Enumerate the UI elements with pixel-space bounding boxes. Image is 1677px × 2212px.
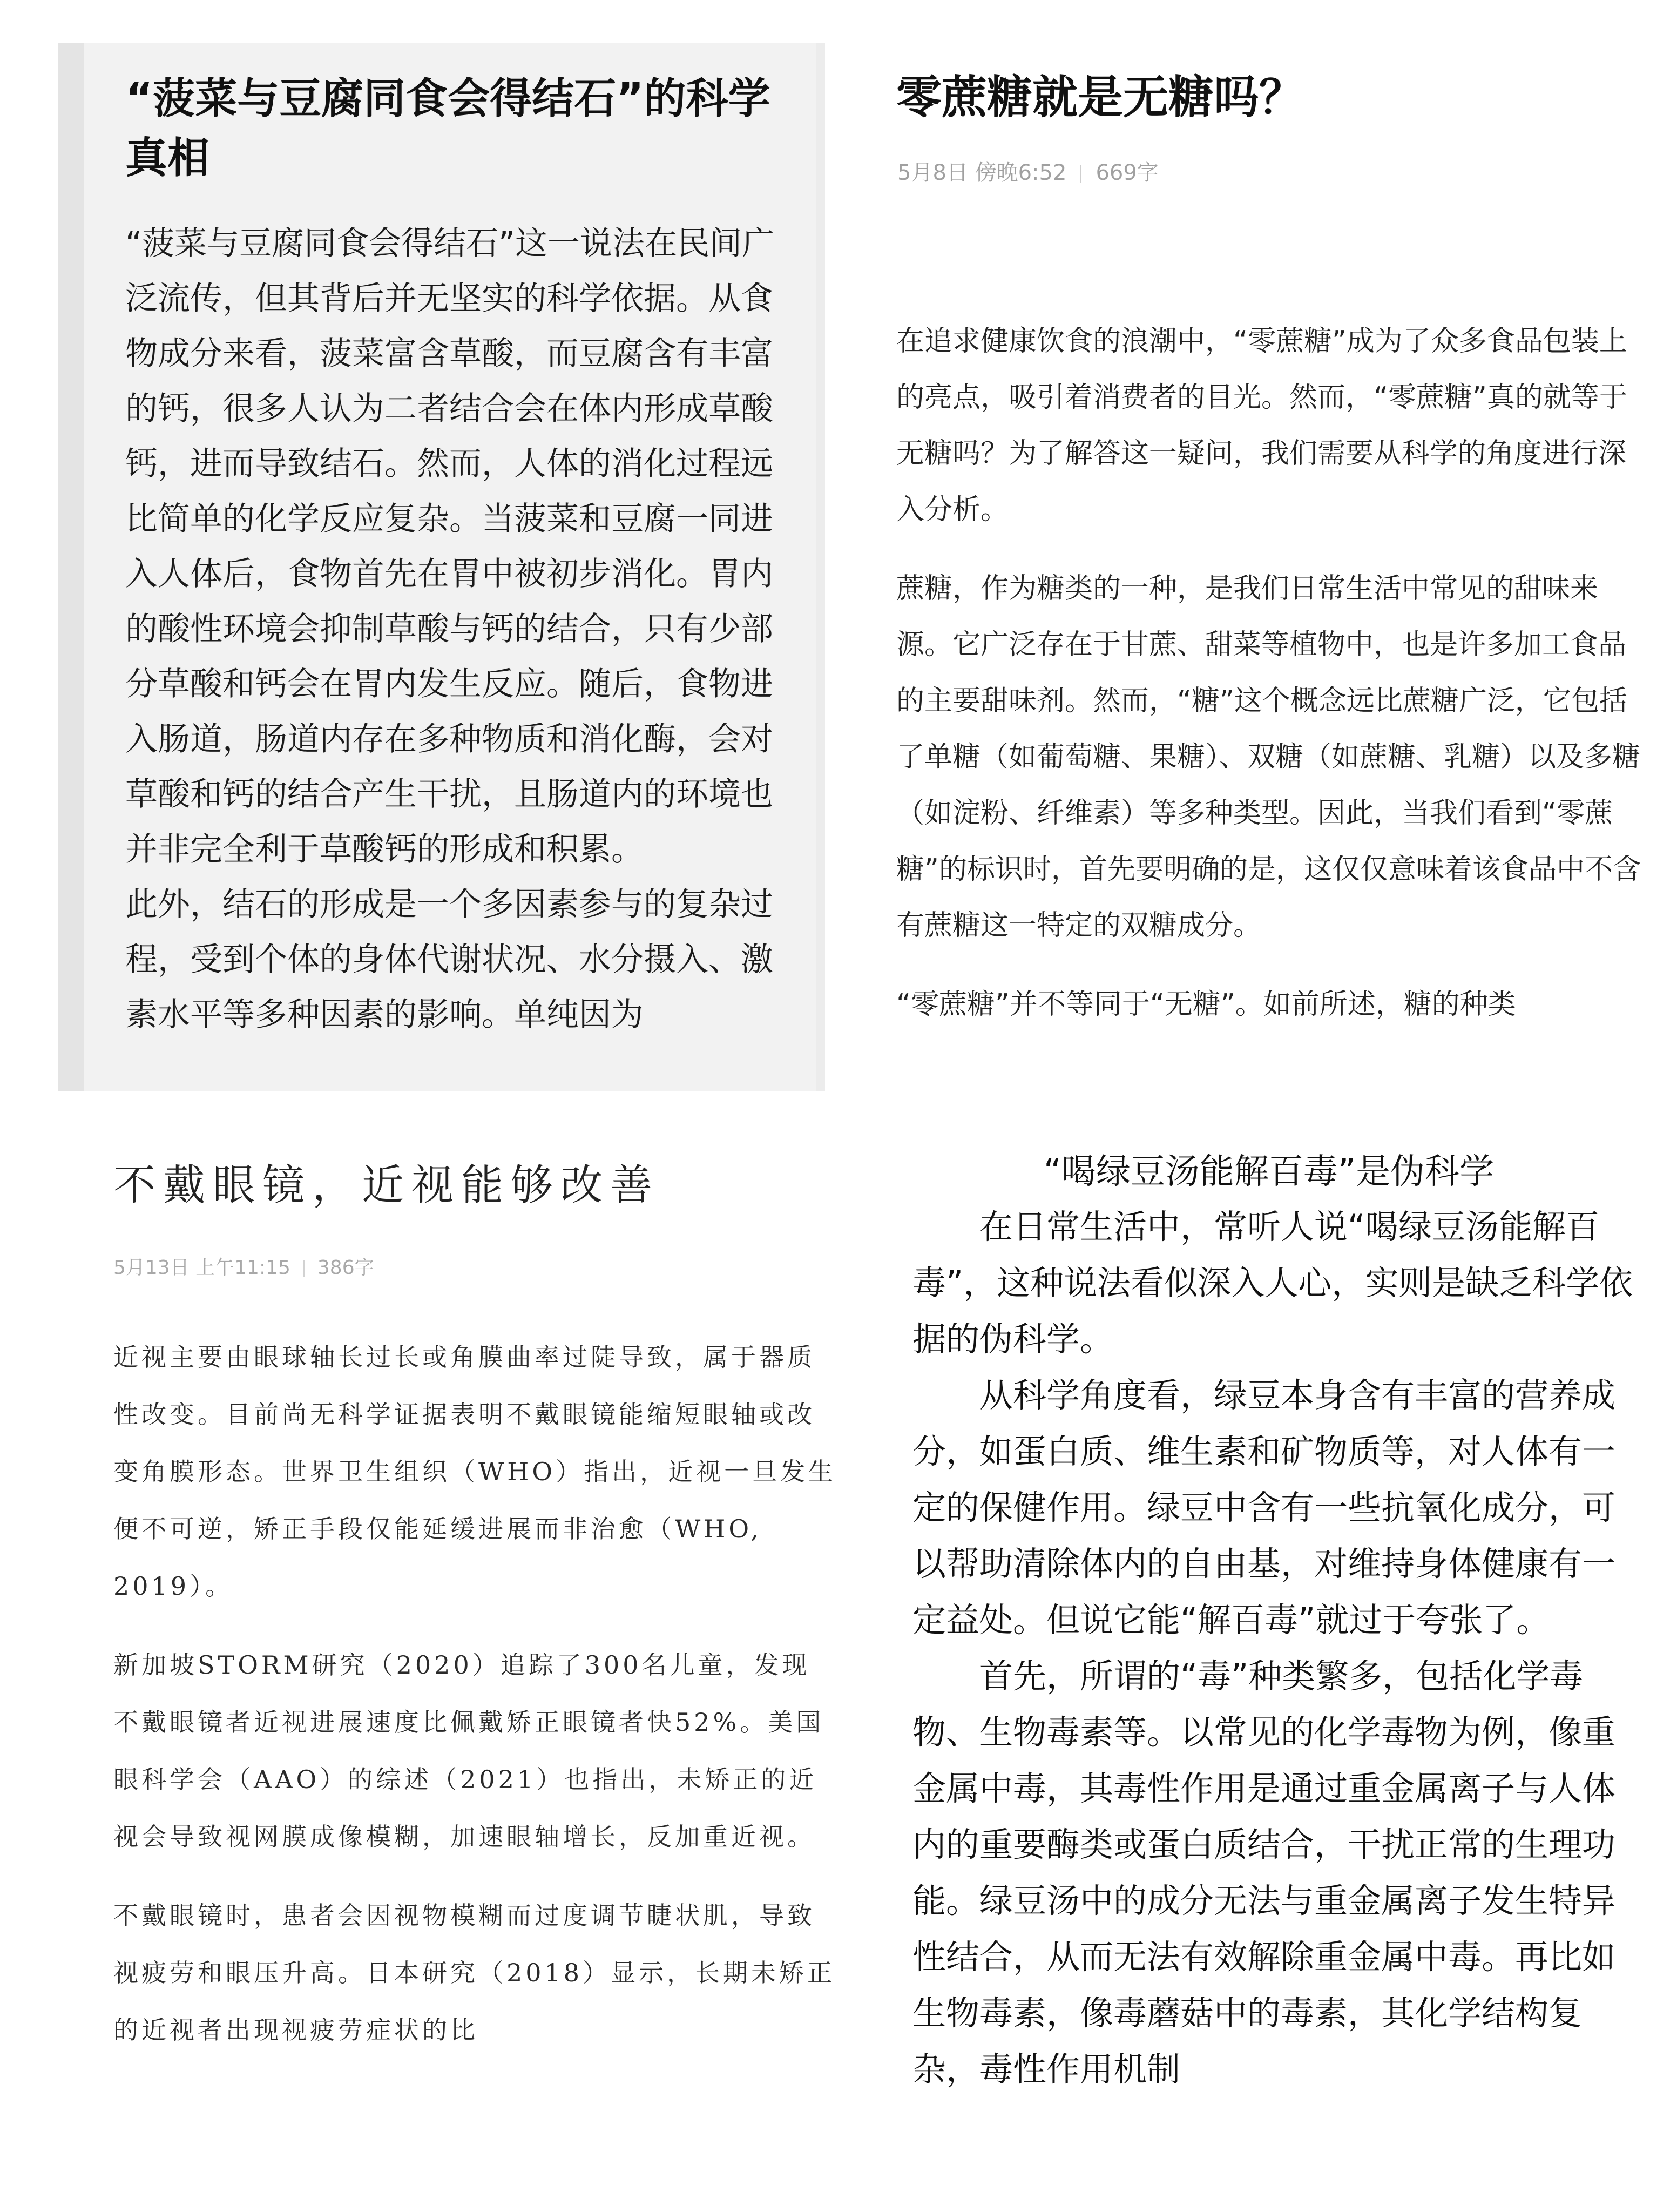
article-paragraph: 蔗糖，作为糖类的一种，是我们日常生活中常见的甜味来源。它广泛存在于甘蔗、甜菜等植物中，也是许多加工食品的主要甜味剂。然而，“糖”这个概念远比蔗糖广泛，它包括了单糖（如葡萄糖、果糖）、双糖（如蔗糖、乳糖）以及多糖（如淀粉、纤维素）等多种类型。因此，当我们看到“零蔗糖”的标识时，首先要明确的是，这仅仅意味着该食品中不含有蔗糖这一特定的双糖成分。 xyxy=(896,572,1641,942)
article-paragraph: 在日常生活中，常听人说“喝绿豆汤能解百毒”，这种说法看似深入人心，实则是缺乏科学依据的伪科学。 xyxy=(912,1207,1633,1359)
article-paragraph: “零蔗糖”并不等同于“无糖”。如前所述，糖的种类 xyxy=(896,988,1516,1021)
article-date: 5月13日 上午11:15 xyxy=(113,1257,290,1279)
zero-sucrose-article xyxy=(864,43,1652,1102)
article-paragraph: 首先，所谓的“毒”种类繁多，包括化学毒物、生物毒素等。以常见的化学毒物为例，像重金属中毒，其毒性作用是通过重金属离子与人体内的重要酶类或蛋白质结合，干扰正常的生理功能。绿豆汤中的成分无法与重金属离子发生特异性结合，从而无法有效解除重金属中毒。再比如生物毒素，像毒蘑菇中的毒素，其化学结构复杂，毒性作用机制 xyxy=(912,1656,1616,2089)
article-date: 5月8日 傍晚6:52 xyxy=(897,160,1067,185)
article-title: “喝绿豆汤能解百毒”是伪科学 xyxy=(1043,1152,1495,1192)
article-paragraph: 不戴眼镜时，患者会因视物模糊而过度调节睫状肌，导致视疲劳和眼压升高。日本研究（2018）显示，长期未矫正的近视者出现视疲劳症状的比 xyxy=(113,1901,836,2045)
article-paragraph: 在追求健康饮食的浪潮中，“零蔗糖”成为了众多食品包装上的亮点，吸引着消费者的目光。然而，“零蔗糖”真的就等于无糖吗？为了解答这一疑问，我们需要从科学的角度进行深入分析。 xyxy=(896,325,1627,526)
meta-separator xyxy=(1080,165,1081,183)
article-meta xyxy=(113,1253,374,1283)
article-paragraph: 从科学角度看，绿豆本身含有丰富的营养成分，如蛋白质、维生素和矿物质等，对人体有一定的保健作用。绿豆中含有一些抗氧化成分，可以帮助清除体内的自由基，对维持身体健康有一定益处。但说它能“解百毒”就过于夸张了。 xyxy=(912,1375,1616,1640)
article-body xyxy=(125,216,789,1042)
article-body xyxy=(113,1328,837,2080)
mung-bean-article xyxy=(885,1123,1652,2203)
article-paragraph: 此外，结石的形成是一个多因素参与的复杂过程，受到个体的身体代谢状况、水分摄入、激素水平等多种因素的影响。单纯因为 xyxy=(125,886,773,1034)
spinach-tofu-article xyxy=(58,43,825,1091)
article-paragraph: 近视主要由眼球轴长过长或角膜曲率过陡导致，属于器质性改变。目前尚无科学证据表明不戴眼镜能缩短眼轴或改变角膜形态。世界卫生组织（WHO）指出，近视一旦发生便不可逆，矫正手段仅能延缓进展而非治愈（WHO, 2019）。 xyxy=(113,1343,837,1601)
article-title: 不戴眼镜，近视能够改善 xyxy=(113,1161,660,1210)
article-word-count: 386字 xyxy=(317,1257,374,1279)
article-word-count: 669字 xyxy=(1096,160,1159,185)
meta-separator xyxy=(303,1260,305,1277)
article-body xyxy=(896,313,1641,1055)
myopia-article xyxy=(81,1123,837,2203)
panel-divider xyxy=(816,43,825,1091)
article-paragraph: 新加坡STORM研究（2020）追踪了300名儿童，发现不戴眼镜者近视进展速度比佩戴矫正眼镜者快52%。美国眼科学会（AAO）的综述（2021）也指出，未矫正的近视会导致视网膜成像模糊，加速眼轴增长，反加重近视。 xyxy=(113,1650,824,1851)
article-meta xyxy=(897,157,1159,189)
article-body xyxy=(912,1199,1647,2098)
article-title: 零蔗糖就是无糖吗？ xyxy=(896,71,1305,124)
article-paragraph: “菠菜与豆腐同食会得结石”这一说法在民间广泛流传，但其背后并无坚实的科学依据。从食物成分来看，菠菜富含草酸，而豆腐含有丰富的钙，很多人认为二者结合会在体内形成草酸钙，进而导致结石。然而，人体的消化过程远比简单的化学反应复杂。当菠菜和豆腐一同进入人体后，食物首先在胃中被初步消化。胃内的酸性环境会抑制草酸与钙的结合，只有少部分草酸和钙会在胃内发生反应。随后，食物进入肠道，肠道内存在多种物质和消化酶，会对草酸和钙的结合产生干扰，且肠道内的环境也并非完全利于草酸钙的形成和积累。 xyxy=(125,225,775,868)
panel-left-bar xyxy=(58,43,84,1091)
article-title: “菠菜与豆腐同食会得结石”的科学真相 xyxy=(125,75,770,183)
